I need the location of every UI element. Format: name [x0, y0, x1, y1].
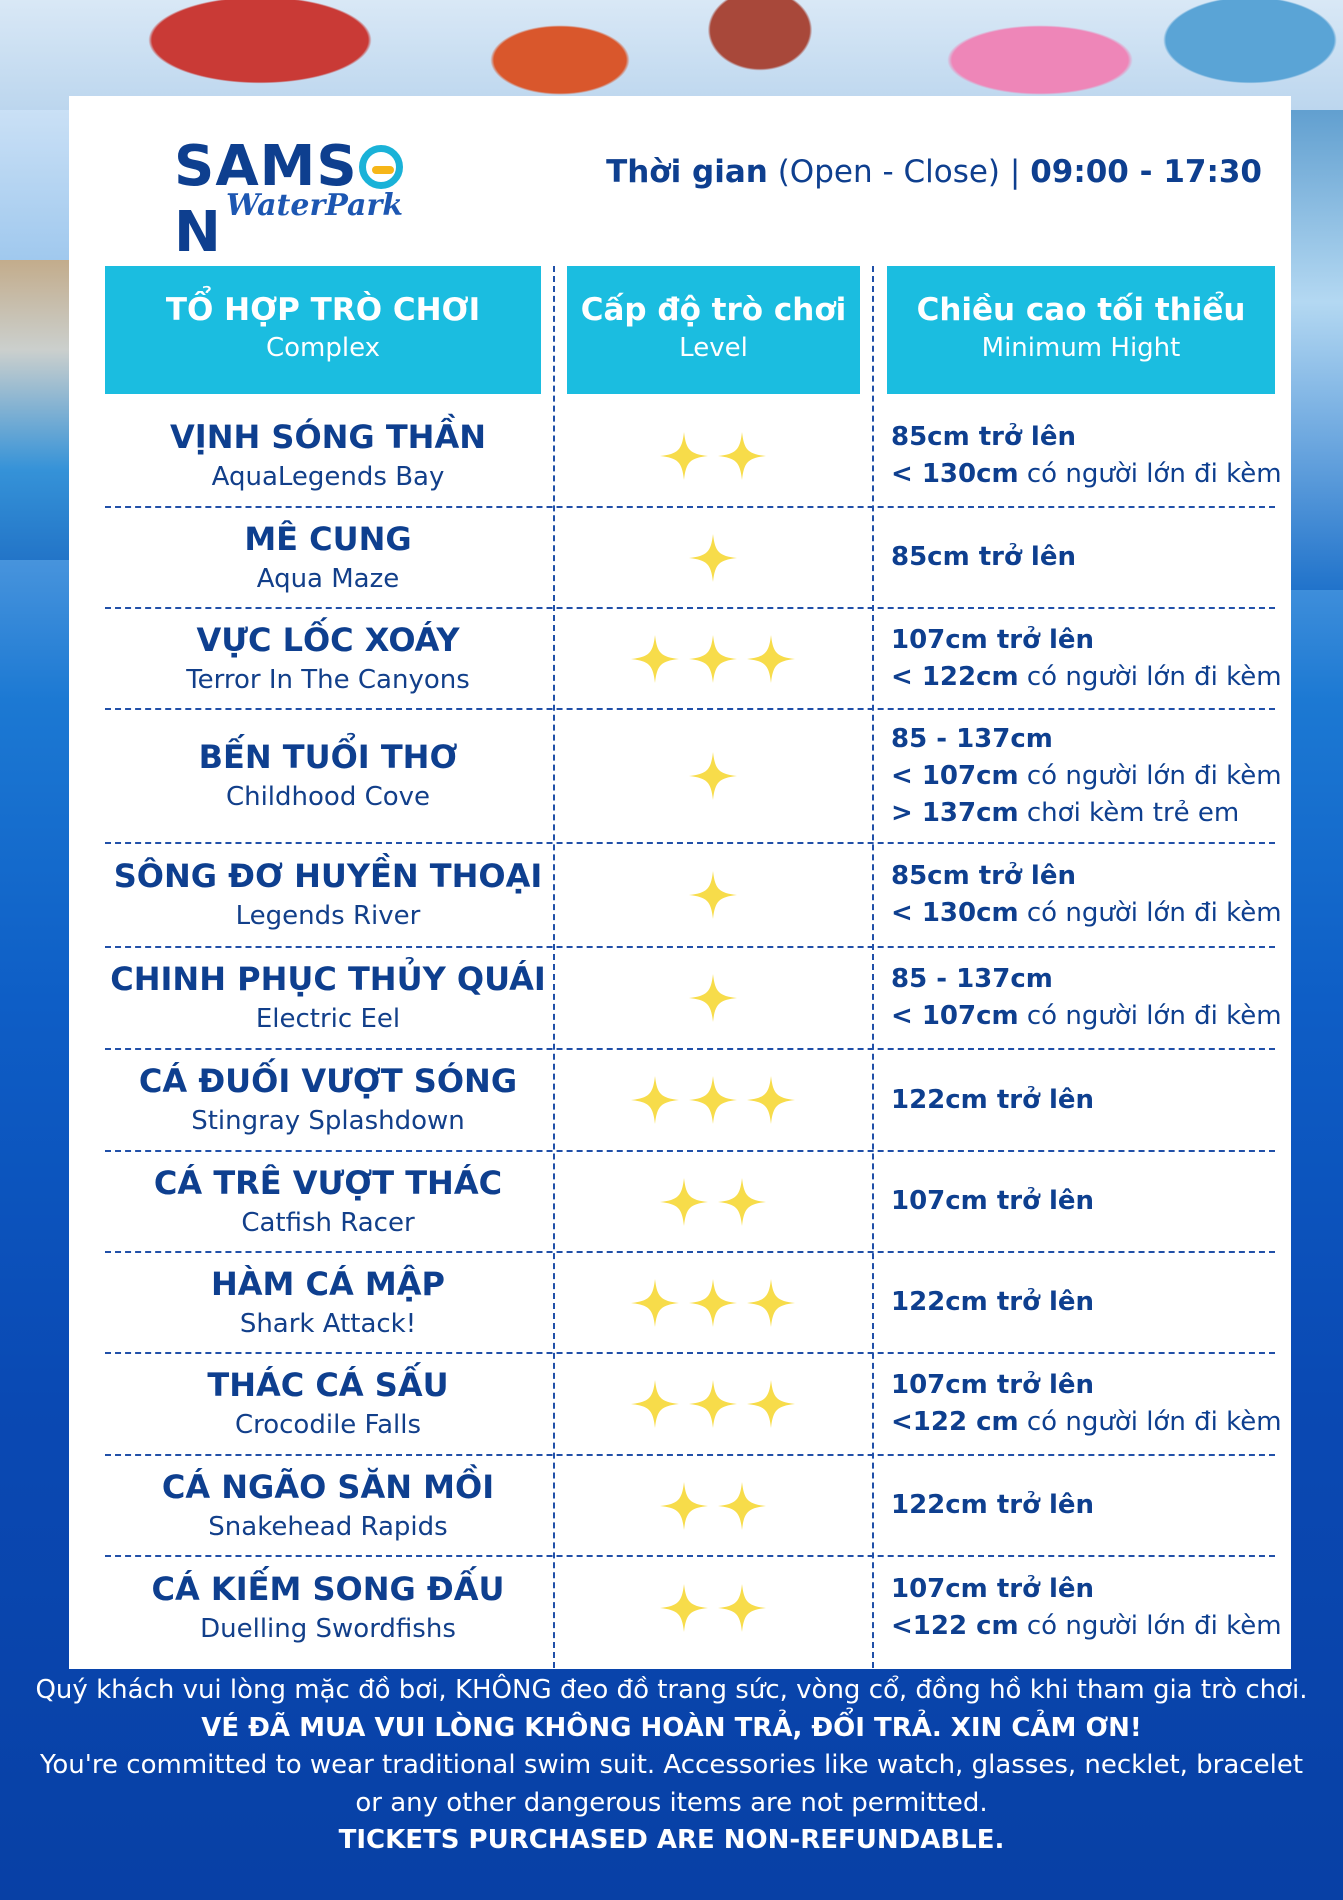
star-icon: [629, 633, 681, 685]
height-value: 122cm trở lên: [891, 1490, 1095, 1520]
height-value: < 130cm: [891, 898, 1019, 928]
star-icon: [629, 1277, 681, 1329]
height-line: [891, 1284, 1275, 1321]
min-height-cell: [891, 508, 1275, 607]
height-value: 85cm trở lên: [891, 861, 1076, 891]
ride-name-cell: [105, 1050, 551, 1150]
star-icon: [629, 1378, 681, 1430]
ride-name-cell: [105, 948, 551, 1048]
ride-name-vi: MÊ CUNG: [244, 519, 412, 558]
ride-name-cell: [105, 1253, 551, 1352]
height-line: [891, 1487, 1275, 1524]
height-line: [891, 1608, 1282, 1645]
star-icon: [687, 633, 739, 685]
height-line: [891, 659, 1282, 696]
height-value: 122cm trở lên: [891, 1287, 1095, 1317]
ride-name-en: Catfish Racer: [241, 1207, 415, 1238]
height-note: có người lớn đi kèm: [1018, 1001, 1282, 1031]
column-divider: [872, 266, 874, 1668]
ride-name-en: Duelling Swordfishs: [200, 1613, 456, 1644]
table-row: [105, 1557, 1282, 1658]
height-line: [891, 961, 1275, 998]
footer-line: You're committed to wear traditional swim suit. Accessories like watch, glasses, necklet, bracelet: [39, 1750, 1304, 1780]
min-height-cell: [891, 844, 1282, 946]
star-icon: [745, 633, 797, 685]
ride-name-vi: HÀM CÁ MẬP: [211, 1264, 445, 1303]
height-value: 107cm trở lên: [891, 1370, 1095, 1400]
table-row: [105, 1253, 1275, 1354]
header-complex: TỔ HỢP TRÒ CHƠI Complex: [105, 266, 541, 394]
height-value: 85cm trở lên: [891, 422, 1076, 452]
table-row: [105, 844, 1282, 948]
ride-name-cell: [105, 1354, 551, 1454]
level-stars: [553, 844, 873, 946]
ride-name-cell: [105, 844, 551, 946]
star-icon: [658, 1176, 710, 1228]
ride-name-vi: VỰC LỐC XOÁY: [196, 620, 460, 659]
ride-name-cell: [105, 1456, 551, 1555]
wave-photo-edge: [1283, 110, 1343, 590]
height-value: 107cm trở lên: [891, 1186, 1095, 1216]
table-row: [105, 508, 1275, 609]
level-stars: [553, 1253, 873, 1352]
height-line: [891, 622, 1275, 659]
height-value: <122 cm: [891, 1407, 1019, 1437]
level-stars: [553, 508, 873, 607]
star-icon: [716, 1176, 768, 1228]
star-icon: [745, 1378, 797, 1430]
ride-name-en: AquaLegends Bay: [211, 462, 445, 492]
ride-name-cell: [105, 609, 551, 708]
ride-name-en: Legends River: [235, 901, 421, 931]
opening-hours: Thời gian (Open - Close) | 09:00 - 17:30: [606, 154, 1262, 190]
height-value: 122cm trở lên: [891, 1084, 1095, 1115]
star-icon: [687, 972, 739, 1024]
height-note: có người lớn đi kèm: [1018, 1610, 1282, 1641]
level-stars: [553, 710, 873, 842]
height-value: 85 - 137cm: [891, 723, 1053, 754]
level-stars: [553, 609, 873, 708]
height-note: có người lớn đi kèm: [1018, 661, 1282, 692]
ride-name-vi: CÁ NGÃO SĂN MỒI: [161, 1467, 495, 1506]
height-line: [891, 1571, 1275, 1608]
ride-name-en: Terror In The Canyons: [186, 664, 470, 695]
table-row: [105, 609, 1282, 710]
ride-name-en: Childhood Cove: [225, 782, 431, 812]
height-note: có người lớn đi kèm: [1018, 1407, 1282, 1437]
footer-warning: TICKETS PURCHASED ARE NON-REFUNDABLE.: [338, 1825, 1005, 1855]
star-icon: [629, 1074, 681, 1126]
header-minimum-height: Chiều cao tối thiểu Minimum Hight: [887, 266, 1275, 394]
height-value: 85 - 137cm: [891, 964, 1053, 994]
sun-logo-icon: [359, 145, 403, 189]
star-icon: [745, 1074, 797, 1126]
star-icon: [687, 869, 739, 921]
ride-rows: [105, 406, 1282, 1658]
beach-photo-edge: [0, 260, 70, 560]
min-height-cell: [891, 1354, 1282, 1454]
min-height-cell: [891, 1050, 1275, 1150]
table-row: [105, 710, 1282, 844]
ride-name-cell: [105, 406, 551, 506]
star-icon: [745, 1277, 797, 1329]
min-height-cell: [891, 1456, 1275, 1555]
ride-name-vi: CÁ ĐUỐI VƯỢT SÓNG: [138, 1062, 518, 1100]
min-height-cell: [891, 1152, 1275, 1251]
footer-warning: VÉ ĐÃ MUA VUI LÒNG KHÔNG HOÀN TRẢ, ĐỔI TRẢ. XIN CẢM ƠN!: [201, 1712, 1142, 1743]
table-row: [105, 948, 1282, 1050]
height-line: [891, 1183, 1275, 1220]
ride-name-en: Shark Attack!: [239, 1308, 417, 1339]
footer-line: or any other dangerous items are not permitted.: [355, 1787, 988, 1818]
level-stars: [553, 1456, 873, 1555]
header-level: Cấp độ trò chơi Level: [567, 266, 860, 394]
height-value: < 107cm: [891, 760, 1019, 791]
level-stars: [553, 1557, 873, 1658]
ride-name-cell: [105, 1557, 551, 1658]
height-note: có người lớn đi kèm: [1018, 760, 1282, 791]
waterpark-banner-photo: [0, 0, 1343, 110]
footer-notice: [0, 1672, 1343, 1860]
height-value: 85cm trở lên: [891, 542, 1076, 572]
table-row: [105, 1456, 1275, 1557]
ride-name-en: Electric Eel: [255, 1004, 401, 1034]
height-note: chơi kèm trẻ em: [1018, 797, 1240, 828]
star-icon: [687, 1277, 739, 1329]
level-stars: [553, 1152, 873, 1251]
ride-name-vi: THÁC CÁ SẤU: [207, 1366, 449, 1404]
column-divider: [553, 266, 555, 1668]
level-stars: [553, 406, 873, 506]
star-icon: [716, 430, 768, 482]
ride-name-cell: [105, 710, 551, 842]
ride-name-vi: CÁ KIẾM SONG ĐẤU: [151, 1569, 505, 1608]
level-stars: [553, 1050, 873, 1150]
ride-info-card: [69, 96, 1291, 1669]
height-line: [891, 1082, 1275, 1119]
height-line: [891, 758, 1282, 795]
height-line: [891, 1367, 1275, 1404]
height-line: [891, 998, 1282, 1035]
height-value: 107cm trở lên: [891, 1573, 1095, 1604]
samson-waterpark-logo: SAMSN WaterPark: [174, 134, 404, 265]
ride-name-cell: [105, 508, 551, 607]
star-icon: [658, 1480, 710, 1532]
level-stars: [553, 1354, 873, 1454]
min-height-cell: [891, 1253, 1275, 1352]
star-icon: [687, 532, 739, 584]
height-line: [891, 721, 1275, 758]
height-note: có người lớn đi kèm: [1018, 898, 1282, 928]
star-icon: [687, 1378, 739, 1430]
height-line: [891, 1404, 1282, 1441]
star-icon: [658, 1582, 710, 1634]
height-line: [891, 419, 1275, 456]
table-row: [105, 406, 1282, 508]
ride-name-en: Aqua Maze: [256, 563, 400, 594]
height-value: < 107cm: [891, 1001, 1019, 1031]
height-line: [891, 456, 1282, 493]
ride-name-vi: BẾN TUỔI THƠ: [198, 738, 458, 776]
ride-name-en: Stingray Splashdown: [191, 1106, 465, 1136]
ride-name-vi: CÁ TRÊ VƯỢT THÁC: [153, 1163, 503, 1202]
star-icon: [716, 1480, 768, 1532]
min-height-cell: [891, 710, 1282, 842]
ride-name-vi: VỊNH SÓNG THẦN: [170, 418, 486, 456]
star-icon: [716, 1582, 768, 1634]
min-height-cell: [891, 406, 1282, 506]
min-height-cell: [891, 948, 1282, 1048]
star-icon: [687, 1074, 739, 1126]
min-height-cell: [891, 1557, 1282, 1658]
ride-name-vi: SÔNG ĐƠ HUYỀN THOẠI: [113, 857, 543, 895]
table-row: [105, 1354, 1282, 1456]
height-line: [891, 858, 1275, 895]
star-icon: [687, 750, 739, 802]
table-row: [105, 1050, 1275, 1152]
height-value: < 122cm: [891, 661, 1019, 692]
footer-line: Quý khách vui lòng mặc đồ bơi, KHÔNG đeo đồ trang sức, vòng cổ, đồng hồ khi tham gia trò chơi.: [35, 1675, 1308, 1705]
height-value: > 137cm: [891, 797, 1019, 828]
ride-name-vi: CHINH PHỤC THỦY QUÁI: [110, 960, 546, 998]
ride-name-en: Snakehead Rapids: [208, 1511, 448, 1542]
star-icon: [658, 430, 710, 482]
height-note: có người lớn đi kèm: [1018, 459, 1282, 489]
height-value: <122 cm: [891, 1610, 1019, 1641]
height-line: [891, 795, 1275, 832]
ride-name-en: Crocodile Falls: [234, 1410, 422, 1440]
ride-name-cell: [105, 1152, 551, 1251]
min-height-cell: [891, 609, 1282, 708]
height-value: 107cm trở lên: [891, 624, 1095, 655]
level-stars: [553, 948, 873, 1048]
height-line: [891, 539, 1275, 576]
height-line: [891, 895, 1282, 932]
table-row: [105, 1152, 1275, 1253]
height-value: < 130cm: [891, 459, 1019, 489]
